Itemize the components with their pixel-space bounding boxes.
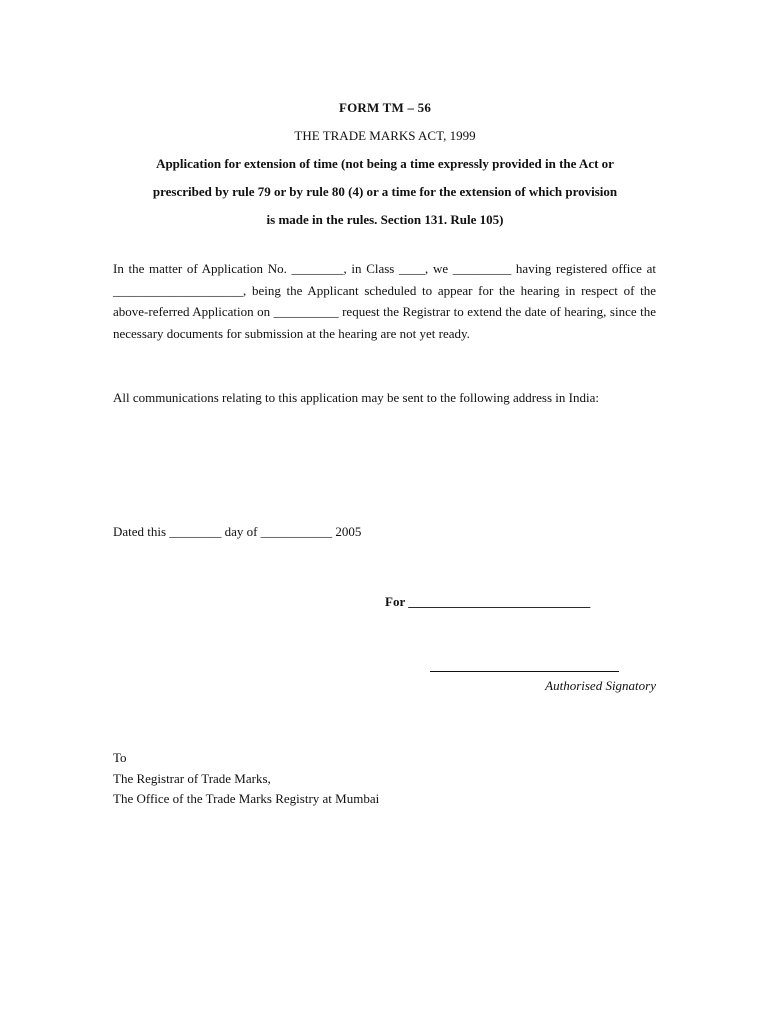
form-number: FORM TM – 56 — [338, 100, 432, 115]
matter-paragraph: In the matter of Application No. ________, in Class ____, we _________ having registered office at ____________________, being the Applicant scheduled to appear for the hearing in respect of the above-referred Application on __________ request the Registrar to extend the date of hearing, since the necessary documents for submission at the hearing are not yet ready. — [113, 261, 656, 341]
heading-line-1: Application for extension of time (not being a time expressly provided in the Act or — [156, 156, 614, 171]
heading-line-3: is made in the rules. Section 131. Rule 105) — [266, 212, 504, 227]
authorised-signatory-label: Authorised Signatory — [545, 678, 656, 693]
addressee-line-1: The Registrar of Trade Marks, — [113, 770, 271, 786]
to-label: To — [113, 750, 127, 765]
communications-paragraph: All communications relating to this application may be sent to the following address in India: — [113, 390, 599, 405]
addressee-line-2: The Office of the Trade Marks Registry at Mumbai — [113, 791, 380, 806]
addressee-block — [113, 748, 379, 810]
for-line: For ____________________________ — [385, 594, 591, 609]
signature-rule — [430, 671, 619, 672]
dated-line: Dated this ________ day of ___________ 2005 — [113, 524, 362, 539]
heading-line-2: prescribed by rule 79 or by rule 80 (4) or a time for the extension of which provision — [152, 184, 618, 199]
act-title: THE TRADE MARKS ACT, 1999 — [294, 128, 476, 143]
